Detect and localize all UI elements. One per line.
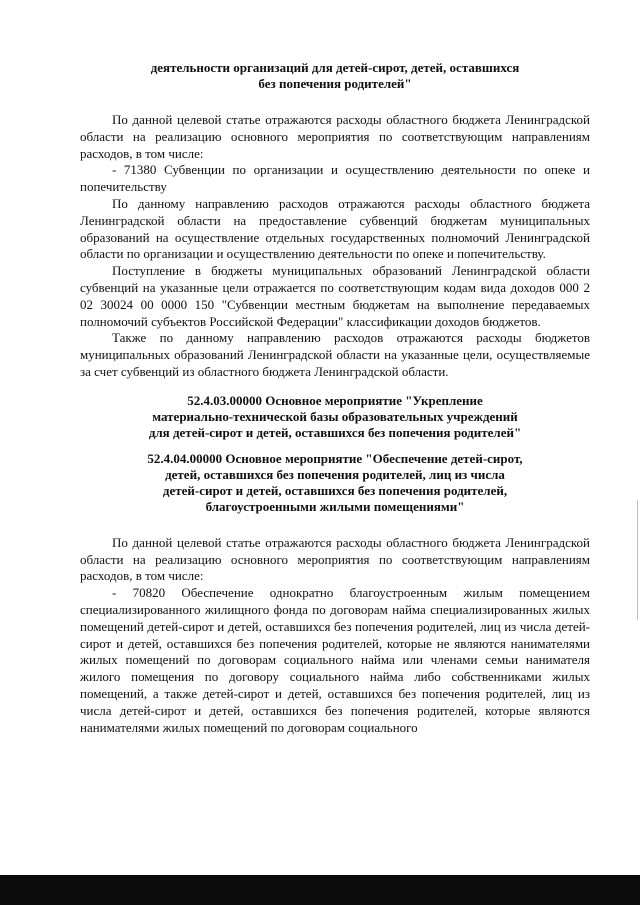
paragraph: Также по данному направлению расходов отражаются расходы бюджетов муниципальных образований Ленинградской области на указанные цели, осуществляемые за счет субвенций из областного бюджета Ленинградской области.: [80, 330, 590, 379]
heading-line: для детей-сирот и детей, оставшихся без попечения родителей": [148, 424, 522, 440]
heading-line: детей-сирот и детей, оставшихся без попечения родителей,: [162, 482, 508, 498]
heading-line: детей, оставшихся без попечения родителей, лиц из числа: [165, 466, 505, 482]
paragraph: - 70820 Обеспечение однократно благоустроенным жилым помещением специализированного жилищного фонда по договорам найма специализированных жилых помещений детей-сирот и детей, оставшихся без попечения родителей, лиц из числа детей-сирот и детей, оставшихся без попечения родителей, которые не являются нанимателями жилых помещений по договорам социального найма или членами семьи нанимателя жилого помещения по договору социального найма либо собственниками жилых помещений, а также детей-сирот и детей, оставшихся без попечения родителей, лиц из числа детей-сирот и детей, оставшихся без попечения родителей, которые являются нанимателями жилых помещений по договорам социального: [80, 585, 590, 735]
continued-section-heading: [80, 60, 590, 92]
paragraph: По данной целевой статье отражаются расходы областного бюджета Ленинградской области на реализацию основного мероприятия по соответствующим направлениям расходов, в том числе:: [80, 534, 590, 584]
scan-bottom-edge: [0, 875, 640, 905]
section-heading-52-4-04: [80, 451, 590, 515]
paragraph: По данной целевой статье отражаются расходы областного бюджета Ленинградской области на реализацию основного мероприятия по соответствующим направлениям расходов, в том числе:: [80, 112, 590, 161]
heading-line: 52.4.04.00000 Основное мероприятие "Обеспечение детей-сирот,: [147, 450, 523, 466]
heading-line: деятельности организаций для детей-сирот, детей, оставшихся: [150, 60, 520, 75]
section-heading-52-4-03: [80, 393, 590, 441]
scan-artifact-line: [637, 500, 638, 620]
paragraph: - 71380 Субвенции по организации и осуществлению деятельности по опеке и попечительству: [80, 162, 590, 195]
heading-line: материально-технической базы образовательных учреждений: [152, 408, 518, 424]
heading-line: без попечения родителей": [258, 76, 412, 91]
paragraph: По данному направлению расходов отражаются расходы областного бюджета Ленинградской области на предоставление субвенций бюджетам муниципальных образований на осуществление отдельных государственных полномочий Ленинградской области по организации и осуществлению деятельности по опеке и попечительству.: [80, 195, 590, 262]
heading-line: 52.4.03.00000 Основное мероприятие "Укрепление: [187, 392, 483, 408]
document-body: [80, 60, 590, 736]
heading-line: благоустроенными жилыми помещениями": [205, 498, 465, 514]
paragraph: Поступление в бюджеты муниципальных образований Ленинградской области субвенций на указанные цели отражается по соответствующим кодам вида доходов 000 2 02 30024 00 0000 150 "Субвенции местным бюджетам на выполнение передаваемых полномочий субъектов Российской Федерации" классификации доходов бюджетов.: [80, 263, 590, 329]
